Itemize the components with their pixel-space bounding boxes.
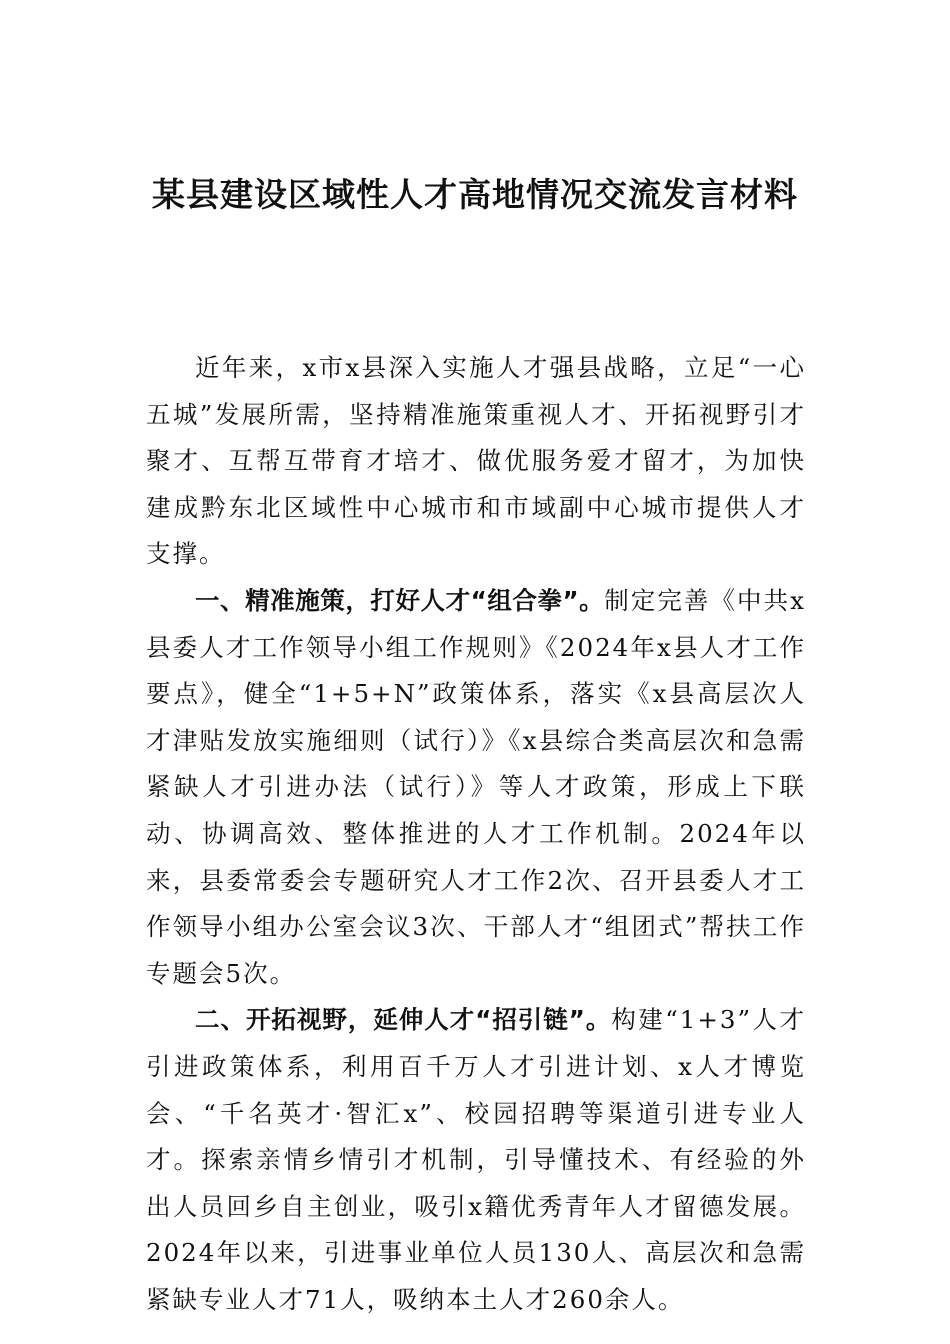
section-2-heading: 二、开拓视野，延伸人才“招引链”。 [195,1005,612,1035]
document-title: 某县建设区域性人才高地情况交流发言材料 [152,175,798,214]
paragraph-section-2 [146,997,806,1323]
paragraph-section-1 [146,578,806,997]
paragraph-intro-text: 近年来，x市x县深入实施人才强县战略，立足“一心五城”发展所需，坚持精准施策重视人才、开拓视野引才聚才、互帮互带育才培才、做优服务爱才留才，为加快建成黔东北区域性中心城市和市域副中心城市提供人才支撑。 [146,353,806,569]
section-1-heading: 一、精准施策，打好人才“组合拳”。 [195,585,605,615]
paragraph-intro [146,345,806,578]
section-2-text: 构建“1+3”人才引进政策体系，利用百千万人才引进计划、x人才博览会、“千名英才·智汇x”、校园招聘等渠道引进专业人才。探索亲情乡情引才机制，引导懂技术、有经验的外出人员回乡自主创业，吸引x籍优秀青年人才留德发展。2024年以来，引进事业单位人员130人、高层次和急需紧缺专业人才71人，吸纳本土人才260余人。 [146,1005,806,1314]
document-body [146,345,806,1323]
section-1-text: 制定完善《中共x县委人才工作领导小组工作规则》《2024年x县人才工作要点》，健全“1+5+N”政策体系，落实《x县高层次人才津贴发放实施细则（试行）》《x县综合类高层次和急需紧缺人才引进办法（试行）》等人才政策，形成上下联动、协调高效、整体推进的人才工作机制。2024年以来，县委常委会专题研究人才工作2次、召开县委人才工作领导小组办公室会议3次、干部人才“组团式”帮扶工作专题会5次。 [146,585,806,988]
